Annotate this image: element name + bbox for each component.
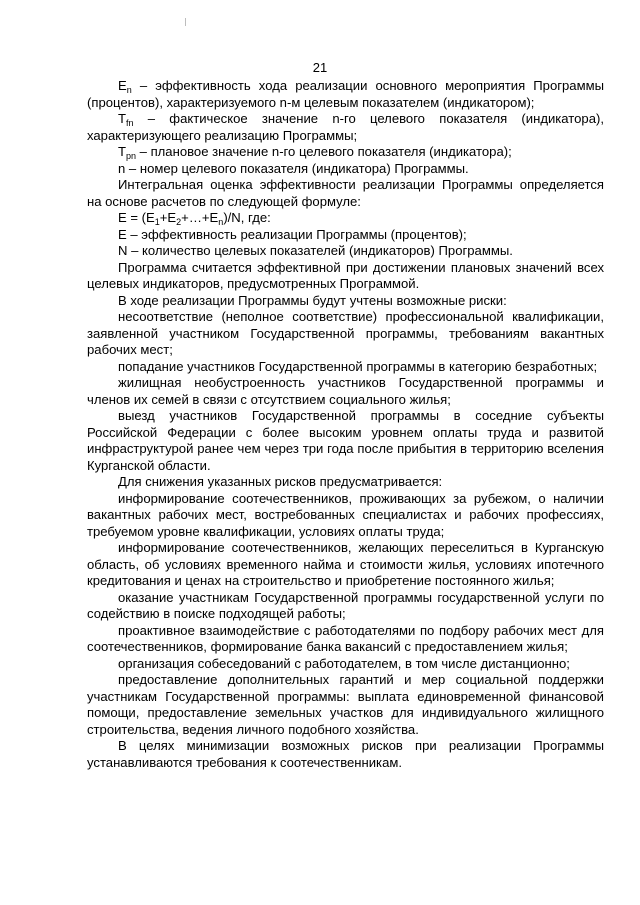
definition-n: n – номер целевого показателя (индикатора) Программы. xyxy=(118,160,469,176)
page-number: 21 xyxy=(312,60,328,75)
effectiveness-criterion: Программа считается эффективной при достижении плановых значений всех целевых индикаторов, предусмотренных Программой. xyxy=(87,259,604,291)
mitigation-item: проактивное взаимодействие с работодателями по подбору рабочих мест для соотечественников, формирование банка вакансий с предоставлением жилья; xyxy=(87,622,604,654)
definition-e: E – эффективность реализации Программы (процентов); xyxy=(118,226,467,242)
definition-tfn: $T_{fn}$ – фактическое значение n-го целевого показателя (индикатора), характеризующего реализацию Программы; xyxy=(87,111,604,143)
risk-item: попадание участников Государственной программы в категорию безработных; xyxy=(118,358,598,374)
mitigation-item: информирование соотечественников, желающих переселиться в Курганскую область, об условиях временного найма и стоимости жилья, условиях ипотечного кредитования и ценах на строительство и приобретение постоянного жилья; xyxy=(87,540,604,588)
risks-intro: В ходе реализации Программы будут учтены возможные риски: xyxy=(118,292,507,308)
integral-assessment-paragraph: Интегральная оценка эффективности реализации Программы определяется на основе расчетов по следующей формуле: xyxy=(87,177,604,209)
page-body xyxy=(87,78,604,771)
closing-paragraph: В целях минимизации возможных рисков при реализации Программы устанавливаются требования к соотечественникам. xyxy=(87,738,604,770)
risk-item: выезд участников Государственной программы в соседние субъекты Российской Федерации с более высоким уровнем оплаты труда и развитой инфраструктурой ранее чем через три года после прибытия в территорию вселения Курганской области. xyxy=(87,408,604,473)
mitigation-item: организация собеседований с работодателем, в том числе дистанционно; xyxy=(118,655,570,671)
definition-count-n: N – количество целевых показателей (индикаторов) Программы. xyxy=(118,243,513,258)
mitigation-item: предоставление дополнительных гарантий и мер социальной поддержки участникам Государственной программы: выплата единовременной финансовой помощи, предоставление земельных участков для индивидуального жилищного строительства, ведения личного подобного хозяйства. xyxy=(87,672,604,737)
header-rule xyxy=(185,18,186,26)
mitigation-item: оказание участникам Государственной программы государственной услуги по содействию в поиске подходящей работы; xyxy=(87,589,604,621)
risk-item: жилищная необустроенность участников Государственной программы и членов их семей в связи с отсутствием социального жилья; xyxy=(87,375,604,407)
definition-en: $E_n$ – эффективность хода реализации основного мероприятия Программы (процентов), характеризуемого n-м целевым показателем (индикатором); xyxy=(87,78,604,110)
risk-item: несоответствие (неполное соответствие) профессиональной квалификации, заявленной участником Государственной программы, требованиям вакантных рабочих мест; xyxy=(87,309,604,357)
mitigation-item: информирование соотечественников, проживающих за рубежом, о наличии вакантных рабочих мест, востребованных специалистах и рабочих профессиях, требуемом уровне квалификации, условиях оплаты труда; xyxy=(87,490,604,539)
formula: $E = (E_1+E_2+\dots+E_n)/N$, где: xyxy=(118,210,271,227)
definition-tpn: $T_{pn}$ – плановое значение n-го целевого показателя (индикатора); xyxy=(118,144,512,161)
mitigation-intro: Для снижения указанных рисков предусматривается: xyxy=(118,474,443,489)
